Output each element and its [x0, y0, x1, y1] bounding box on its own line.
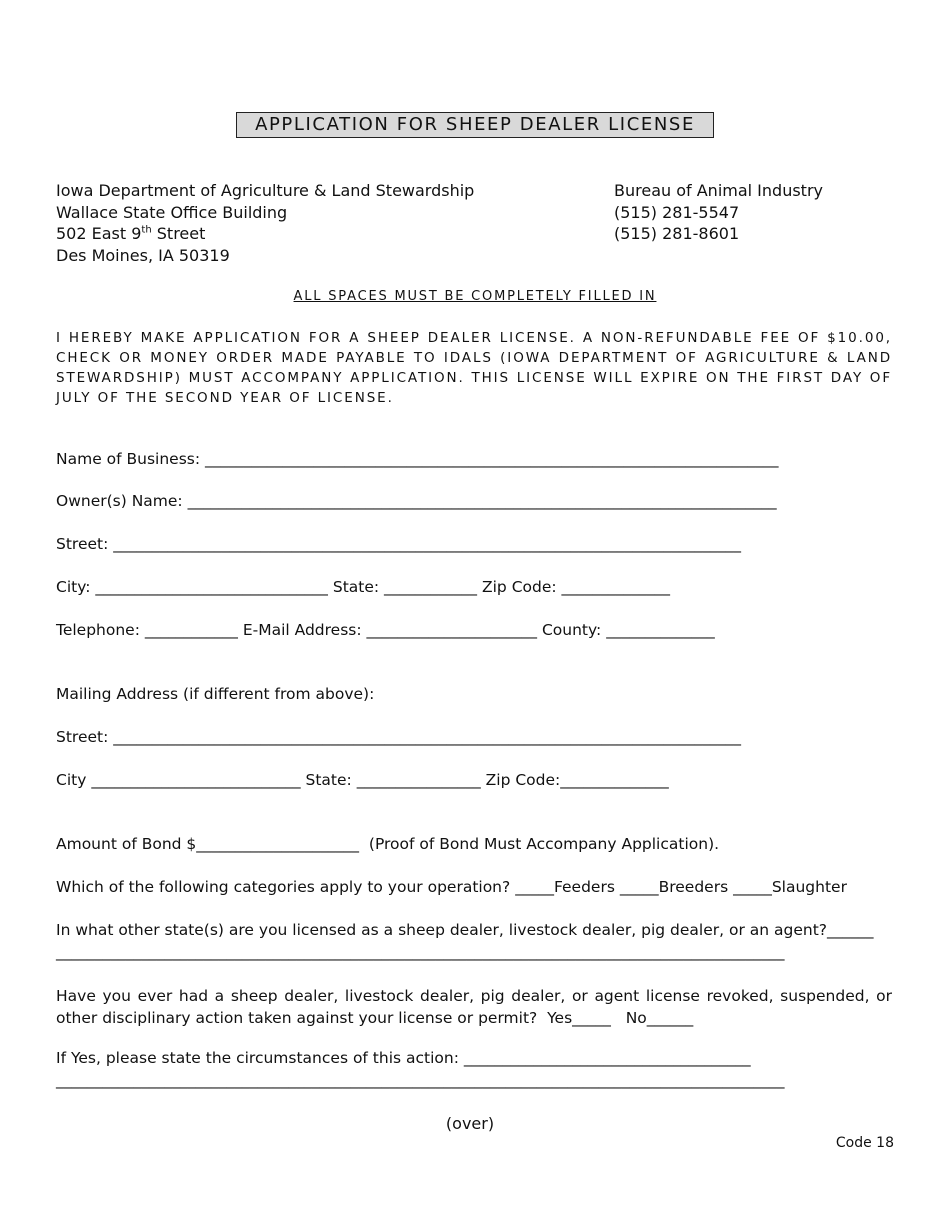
over-indicator: (over): [445, 1114, 495, 1133]
yes-label: Yes: [547, 1009, 573, 1027]
fill-all-notice: ALL SPACES MUST BE COMPLETELY FILLED IN: [293, 289, 657, 304]
categories-question: Which of the following categories apply to your operation?: [56, 878, 511, 896]
revoked-question-block: [56, 985, 892, 1029]
no-field[interactable]: No______: [625, 1009, 694, 1027]
circumstances-row: [56, 1049, 751, 1067]
circumstances-question: If Yes, please state the circumstances of this action:: [56, 1049, 459, 1067]
mailing-street-label: Street:: [56, 728, 109, 746]
bureau-name: Bureau of Animal Industry: [614, 181, 823, 200]
declaration-text: I HEREBY MAKE APPLICATION FOR A SHEEP DEALER LICENSE. A NON-REFUNDABLE FEE OF $10.00, CHECK OR MONEY ORDER MADE PAYABLE TO IDALS (IOWA DEPARTMENT OF AGRICULTURE & LAND STEWARDSHIP) MUST ACCOMPANY APPLICATION. THIS LICENSE WILL EXPIRE ON THE FIRST DAY OF JULY OF THE SECOND YEAR OF LICENSE.: [56, 330, 892, 406]
mailing-zip-field[interactable]: Zip Code:______________: [485, 771, 669, 789]
state-field[interactable]: State: ____________: [332, 578, 478, 596]
email-label: E-Mail Address:: [242, 621, 362, 639]
bond-row: [56, 835, 719, 853]
other-states-question: In what other state(s) are you licensed as a sheep dealer, livestock dealer, pig dealer, or an agent?: [56, 921, 827, 939]
mailing-address-heading: Mailing Address (if different from above):: [56, 685, 375, 703]
telephone-field[interactable]: Telephone: ____________: [56, 621, 238, 639]
owner-name-field[interactable]: Owner(s) Name: ____________________________________________________________________________: [56, 492, 777, 510]
agency-address: [56, 180, 474, 266]
mailing-state-label: State:: [305, 771, 352, 789]
mailing-street-field[interactable]: Street: _________________________________________________________________________________: [56, 728, 742, 746]
bureau-contact: [614, 180, 823, 245]
bond-amount-label: Amount of Bond $: [56, 835, 197, 853]
zip-label: Zip Code:: [482, 578, 557, 596]
feeders-label: Feeders: [553, 878, 615, 896]
city-state-zip-row: [56, 578, 670, 596]
categories-row: [56, 878, 847, 896]
circumstances-line[interactable]: ______________________________________________________________________________________________: [56, 1071, 785, 1089]
mailing-city-label: City: [56, 771, 87, 789]
breeders-label: Breeders: [658, 878, 729, 896]
form-code: Code 18: [835, 1135, 894, 1151]
form-title: APPLICATION FOR SHEEP DEALER LICENSE: [236, 112, 714, 138]
street-field[interactable]: Street: _________________________________________________________________________________: [56, 535, 742, 553]
circumstances-input[interactable]: _____________________________________: [463, 1049, 751, 1067]
other-states-row: [56, 921, 874, 939]
agency-building: Wallace State Office Building: [56, 202, 288, 222]
revoked-question: Have you ever had a sheep dealer, livestock dealer, pig dealer, or agent license revoked, suspended, or other disciplinary action taken against your license or permit?: [56, 987, 892, 1027]
bureau-phone-2: (515) 281-8601: [614, 224, 740, 243]
other-states-line[interactable]: ______________________________________________________________________________________________: [56, 943, 785, 961]
contact-row: [56, 621, 715, 639]
business-name-field[interactable]: Name of Business: __________________________________________________________________________: [56, 450, 779, 468]
mailing-zip-label: Zip Code:: [485, 771, 561, 789]
bond-amount-field[interactable]: Amount of Bond $_____________________: [56, 835, 360, 853]
agency-city: Des Moines, IA 50319: [56, 245, 230, 265]
no-label: No: [625, 1009, 647, 1027]
mailing-city-field[interactable]: City ___________________________: [56, 771, 301, 789]
slaughter-field[interactable]: _____Slaughter: [733, 878, 847, 896]
county-field[interactable]: County: ______________: [541, 621, 715, 639]
email-field[interactable]: E-Mail Address: ______________________: [242, 621, 538, 639]
bond-note: (Proof of Bond Must Accompany Application).: [368, 835, 720, 853]
breeders-field[interactable]: _____Breeders: [619, 878, 729, 896]
state-label: State:: [332, 578, 380, 596]
city-label: City:: [56, 578, 91, 596]
feeders-field[interactable]: _____Feeders: [515, 878, 615, 896]
slaughter-label: Slaughter: [771, 878, 847, 896]
yes-field[interactable]: Yes_____: [547, 1009, 611, 1027]
business-name-label: Name of Business:: [56, 450, 201, 468]
county-label: County:: [541, 621, 602, 639]
bureau-phone-1: (515) 281-5547: [614, 202, 740, 222]
city-field[interactable]: City: ______________________________: [56, 578, 328, 596]
other-states-input[interactable]: ______: [827, 921, 874, 939]
agency-street: 502 East 9th Street: [56, 224, 206, 243]
telephone-label: Telephone:: [56, 621, 140, 639]
owner-name-label: Owner(s) Name:: [56, 492, 183, 510]
mailing-state-field[interactable]: State: ________________: [305, 771, 481, 789]
agency-name: Iowa Department of Agriculture & Land Stewardship: [56, 181, 475, 200]
street-label: Street:: [56, 535, 109, 553]
mailing-city-state-zip-row: [56, 771, 669, 789]
zip-field[interactable]: Zip Code: ______________: [482, 578, 671, 596]
